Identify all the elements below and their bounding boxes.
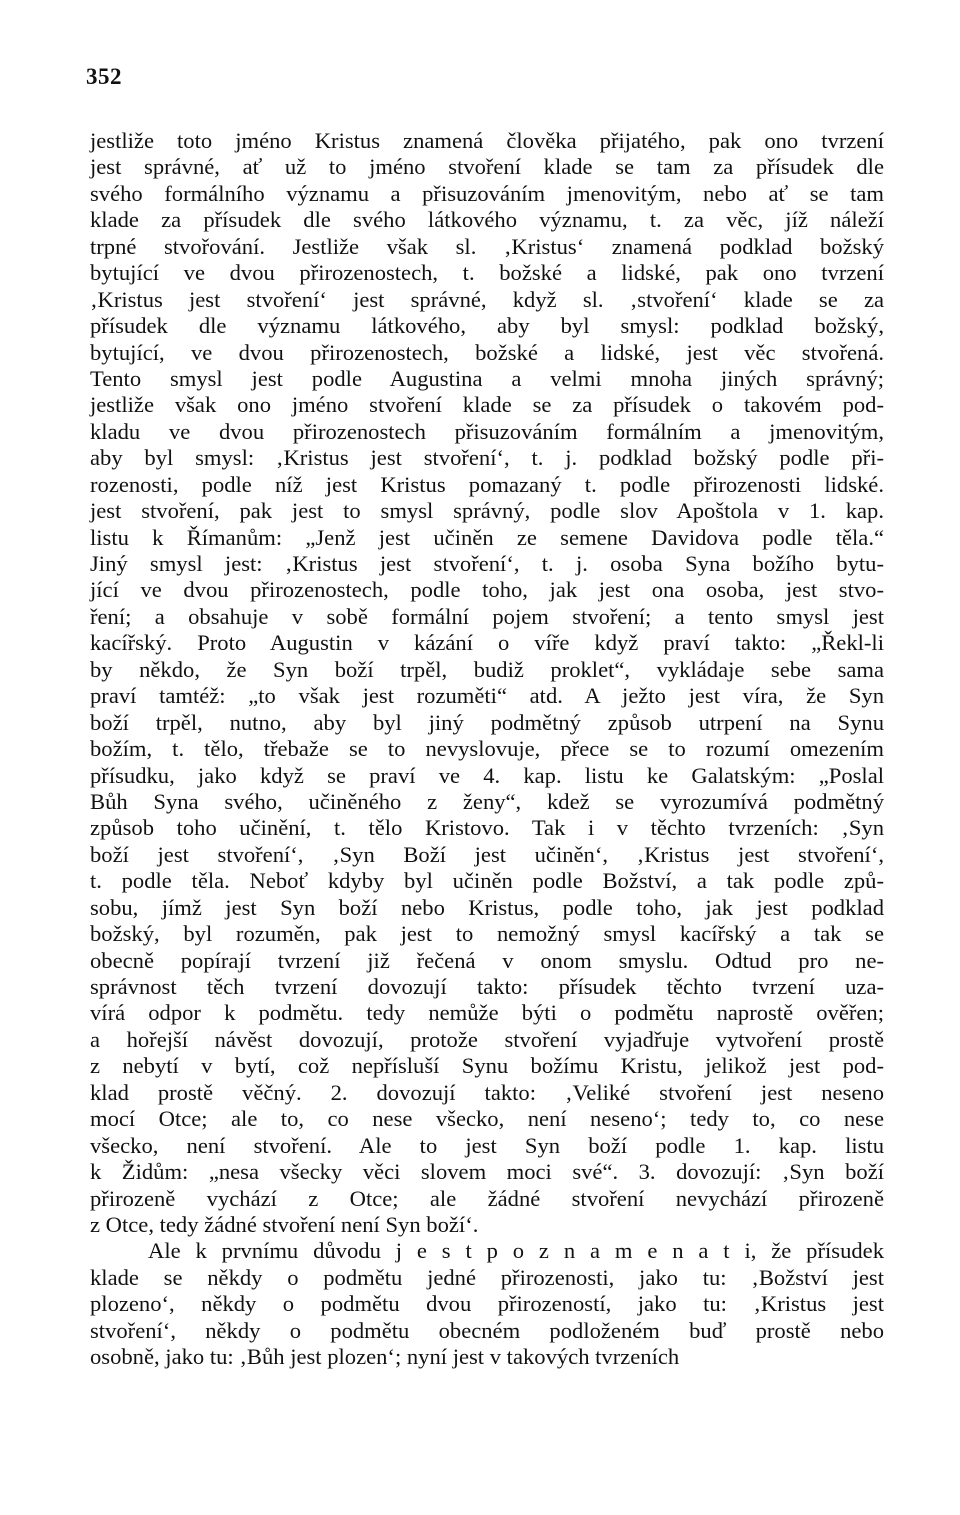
text-line: klade za přísudek dle svého látkového významu, t. za věc, jíž náleží [90, 207, 884, 233]
text-line: plozeno‘, někdy o podmětu dvou přirozeností, jako tu: ‚Kristus jest [90, 1291, 884, 1317]
text-line: božský, byl rozuměn, pak jest to nemožný smysl kacířský a tak se [90, 921, 884, 947]
text-line: jestliže však ono jméno stvoření klade se za přísudek o takovém pod- [90, 392, 884, 418]
text-line: z Otce, tedy žádné stvoření není Syn boží‘. [90, 1211, 479, 1237]
text-line: Jiný smysl jest: ‚Kristus jest stvoření‘, t. j. osoba Syna božího bytu- [90, 551, 884, 576]
text-line: by někdo, že Syn boží trpěl, budiž proklet“, vykládaje sebe sama [90, 656, 884, 682]
text-line: bytující, ve dvou přirozenostech, božské a lidské, jest věc stvořená. [90, 339, 884, 365]
text-line: stvoření‘, někdy o podmětu obecném podloženém buď prostě nebo [90, 1317, 884, 1343]
text-line: kladu ve dvou přirozenostech přisuzováním formálním a jmenovitým, [90, 418, 884, 444]
text-line: způsob toho učinění, t. tělo Kristovo. Tak i v těchto tvrzeních: ‚Syn [90, 815, 884, 841]
body-text [90, 128, 884, 1371]
text-line: aby byl smysl: ‚Kristus jest stvoření‘, t. j. podklad božský podle při- [90, 445, 884, 471]
text-line: rozenosti, podle níž jest Kristus pomazaný t. podle přirozenosti lidské. [90, 471, 884, 497]
text-line: t. podle těla. Neboť kdyby byl učiněn podle Božství, a tak podle způ- [90, 868, 884, 894]
text-line: k Židům: „nesa všecky věci slovem moci své“. 3. dovozují: ‚Syn boží [90, 1159, 884, 1185]
text-line: listu k Římanům: „Jenž jest učiněn ze semene Davidova podle těla.“ [90, 524, 884, 550]
page-number: 352 [86, 64, 122, 89]
text-line: boží trpěl, nutno, aby byl jiný podmětný způsob utrpení na Synu [90, 709, 884, 735]
text-line: boží jest stvoření‘, ‚Syn Boží jest učiněn‘, ‚Kristus jest stvoření‘, [90, 841, 884, 867]
text-line: jest správné, ať už to jméno stvoření klade se tam za přísudek dle [90, 154, 884, 180]
text-line: klade se někdy o podmětu jedné přirozenosti, jako tu: ‚Božství jest [90, 1264, 884, 1290]
text-line: praví tamtéž: „to však jest rozuměti“ atd. A ježto jest víra, že Syn [90, 683, 884, 709]
text-line: jící ve dvou přirozenostech, podle toho, jak jest ona osoba, jest stvo- [90, 577, 884, 603]
text-line: klad prostě věčný. 2. dovozují takto: ‚Veliké stvoření jest neseno [90, 1079, 884, 1105]
text-line: bytující ve dvou přirozenostech, t. božské a lidské, pak ono tvrzení [90, 260, 884, 286]
text-line: božím, t. tělo, třebaže se to nevyslovuje, přece se to rozumí omezením [90, 736, 884, 762]
text-line: svého formálního významu a přisuzováním jmenovitým, nebo ať se tam [90, 180, 884, 206]
text-line: z nebytí v bytí, což nepřísluší Synu božímu Kristu, jelikož jest pod- [90, 1053, 884, 1079]
text-line: přísudku, jako když se praví ve 4. kap. listu ke Galatským: „Poslal [90, 762, 884, 788]
text-line: Tento smysl jest podle Augustina a velmi mnoha jiných správný; [90, 365, 884, 391]
text-line: správnost těch tvrzení dovozují takto: přísudek těchto tvrzení uza- [90, 974, 884, 999]
text-line: osobně, jako tu: ‚Bůh jest plozen‘; nyní jest v takových tvrzeních [90, 1344, 680, 1370]
text-line: ‚Kristus jest stvoření‘ jest správné, když sl. ‚stvoření‘ klade se za [90, 286, 884, 312]
text-line: kacířský. Proto Augustin v kázání o víře když praví takto: „Řekl-li [90, 630, 884, 656]
text-line: trpné stvořování. Jestliže však sl. ‚Kristus‘ znamená podklad božský [90, 233, 884, 259]
text-line: obecně popírají tvrzení již řečená v onom smyslu. Odtud pro ne- [90, 947, 884, 973]
text-line: přirozeně vychází z Otce; ale žádné stvoření nevychází přirozeně [90, 1185, 884, 1211]
text-line: přísudek dle významu látkového, aby byl smysl: podklad božský, [90, 313, 884, 339]
text-line: Bůh Syna svého, učiněného z ženy“, kdež se vyrozumívá podmětný [90, 788, 884, 814]
text-line: ření; a obsahuje v sobě formální pojem stvoření; a tento smysl jest [90, 603, 884, 629]
text-line: Ale k prvnímu důvodu j e s t p o z n a m e n a t i, že přísudek [148, 1238, 884, 1264]
text-line: jest stvoření, pak jest to smysl správný, podle slov Apoštola v 1. kap. [90, 498, 884, 524]
text-line: vírá odpor k podmětu. tedy nemůže býti o podmětu naprostě ověřen; [90, 1000, 884, 1026]
text-line: a hořejší návěst dovozují, protože stvoření vyjadřuje vytvoření prostě [90, 1026, 884, 1052]
text-line: mocí Otce; ale to, co nese všecko, není neseno‘; tedy to, co nese [90, 1106, 884, 1132]
text-line: sobu, jímž jest Syn boží nebo Kristus, podle toho, jak jest podklad [90, 894, 884, 920]
text-line: všecko, není stvoření. Ale to jest Syn boží podle 1. kap. listu [90, 1132, 884, 1158]
text-line: jestliže toto jméno Kristus znamená člověka přijatého, pak ono tvrzení [90, 128, 884, 153]
